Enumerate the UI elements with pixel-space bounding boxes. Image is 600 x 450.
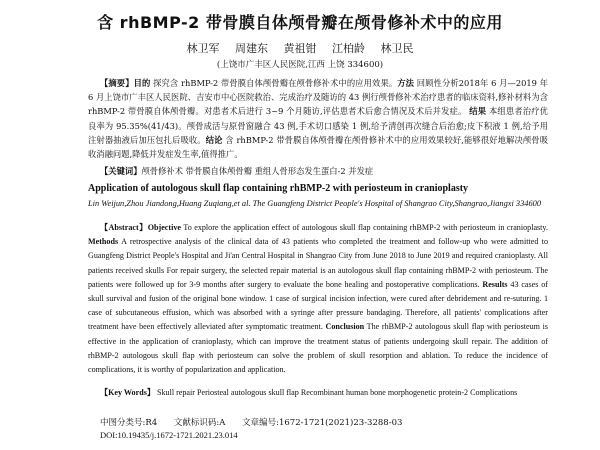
en-objective-text: To explore the application effect of autologous skull flap containing rhBMP-2 with periosteum in cranioplasty. — [183, 223, 548, 232]
paper-title: 含 rhBMP-2 带骨膜自体颅骨瓣在颅骨修补术中的应用 — [97, 13, 503, 32]
results-text: 本组患者治疗优良率为 95.35%(41/43)。颅骨成活与原骨窗融合 43 例,手术切口感染 1 例,给予清创再次缝合后治愈;皮下积液 1 例,给予用注射器抽液后加压包扎后吸收。 — [88, 106, 548, 145]
doi: DOI:10.19435/j.1672-1721.2021.23.014 — [100, 430, 238, 440]
chinese-abstract — [88, 76, 548, 161]
affiliation: (上饶市广丰区人民医院,江西 上饶 334600) — [216, 60, 384, 70]
en-conclusion-text: The rhBMP-2 autologous skull flap with periosteum is effective in the application of cranioplasty, which can improve the treatment status of patients undergoing skull repair. The addition of rhBMP-2 autologous skull flap with periosteum can solve the problem of skull resorption and ablation. To reduce the incidence of complications, it is worthy of popularization and application. — [88, 322, 548, 375]
en-results-label: Results — [482, 279, 508, 289]
en-abstract-label: 【Abstract】 — [100, 223, 148, 232]
conclusion-text: 含 rhBMP-2 带骨膜自体颅骨瓣在颅骨修补术中的应用效果较好,能够很好地解决颅骨吸收消融问题,降低并发症发生率,值得推广。 — [88, 134, 548, 160]
objective-text: 探究含 rhBMP-2 带骨膜自体颅骨瓣在颅骨修补术中的应用效果。 — [153, 78, 398, 88]
abstract-label: 【摘要】 — [100, 78, 134, 88]
en-methods-label: Methods — [88, 237, 119, 247]
keywords-text: 颅骨修补术 带骨膜自体颅骨瓣 重组人骨形态发生蛋白-2 并发症 — [141, 166, 374, 176]
keywords-label: 【关键词】 — [100, 166, 142, 176]
english-keywords — [88, 386, 548, 400]
en-objective-label: Objective — [147, 223, 181, 232]
article-number: 文章编号:1672-1721(2021)23-3288-03 — [242, 418, 403, 428]
document-code: 文献标识码:A — [173, 418, 226, 428]
objective-label: 目的 — [133, 78, 151, 88]
english-abstract — [88, 221, 548, 377]
en-results-text: 43 cases of skull survival and fusion of the original bone window. 1 case of surgical incision infection, were cured after debridement and re-suturing. 1 case of subcutaneous effusion, which was absorbed with a syringe after pressure bandaging. Therefore, all patients' complications after treatment have been effectively alleviated after symptomatic treatment. — [88, 279, 548, 332]
methods-label: 方法 — [397, 78, 415, 88]
english-authors: Lin Weijun,Zhou Jiandong,Huang Zuqiang,et al. The Guangfeng District People's Hospital of Shangrao City,Shangrao,Jiangxi 334600 — [88, 199, 542, 208]
results-label: 结果 — [469, 106, 487, 117]
en-methods-text: A retrospective analysis of the clinical data of 43 patients who completed the treatment and follow-up who were admitted to Guangfeng District People's Hospital and Ji'an Central Hospital in Shangrao City from June 2018 to June 2019 and required cranioplasty. All patients received skulls For repair surgery, the selected repair material is an autologous skull flap containing rhBMP-2 with periosteum. The patients were followed up for 3-9 months after surgery to evaluate the bone healing and postoperative complications. — [88, 237, 549, 289]
methods-text: 回顾性分析2018年 6 月—2019 年 6 月上饶市广丰区人民医院、吉安市中心医院救治、完成治疗及随访的 43 例行颅骨修补术治疗患者的临床资料,修补材料为含 rhBMP-2 带骨膜自体颅骨瓣。对患者术后进行 3~9 个月随访,评估患者术后愈合情况及术后并发症。 — [88, 78, 548, 117]
en-keywords-text: Skull repair Periosteal autologous skull flap Recombinant human bone morphogenetic protein-2 Complications — [156, 388, 518, 397]
chinese-keywords — [88, 164, 548, 178]
clc-number: 中图分类号:R4 — [100, 418, 158, 428]
english-title: Application of autologous skull flap containing rhBMP-2 with periosteum in cranioplasty — [88, 183, 469, 194]
en-keywords-label: 【Key Words】 — [100, 388, 155, 397]
author-list: 林卫军 周建东 黄祖钳 江柏龄 林卫民 — [186, 42, 414, 55]
conclusion-label: 结论 — [205, 134, 223, 145]
en-conclusion-label: Conclusion — [325, 322, 365, 332]
article-metadata — [100, 416, 416, 428]
